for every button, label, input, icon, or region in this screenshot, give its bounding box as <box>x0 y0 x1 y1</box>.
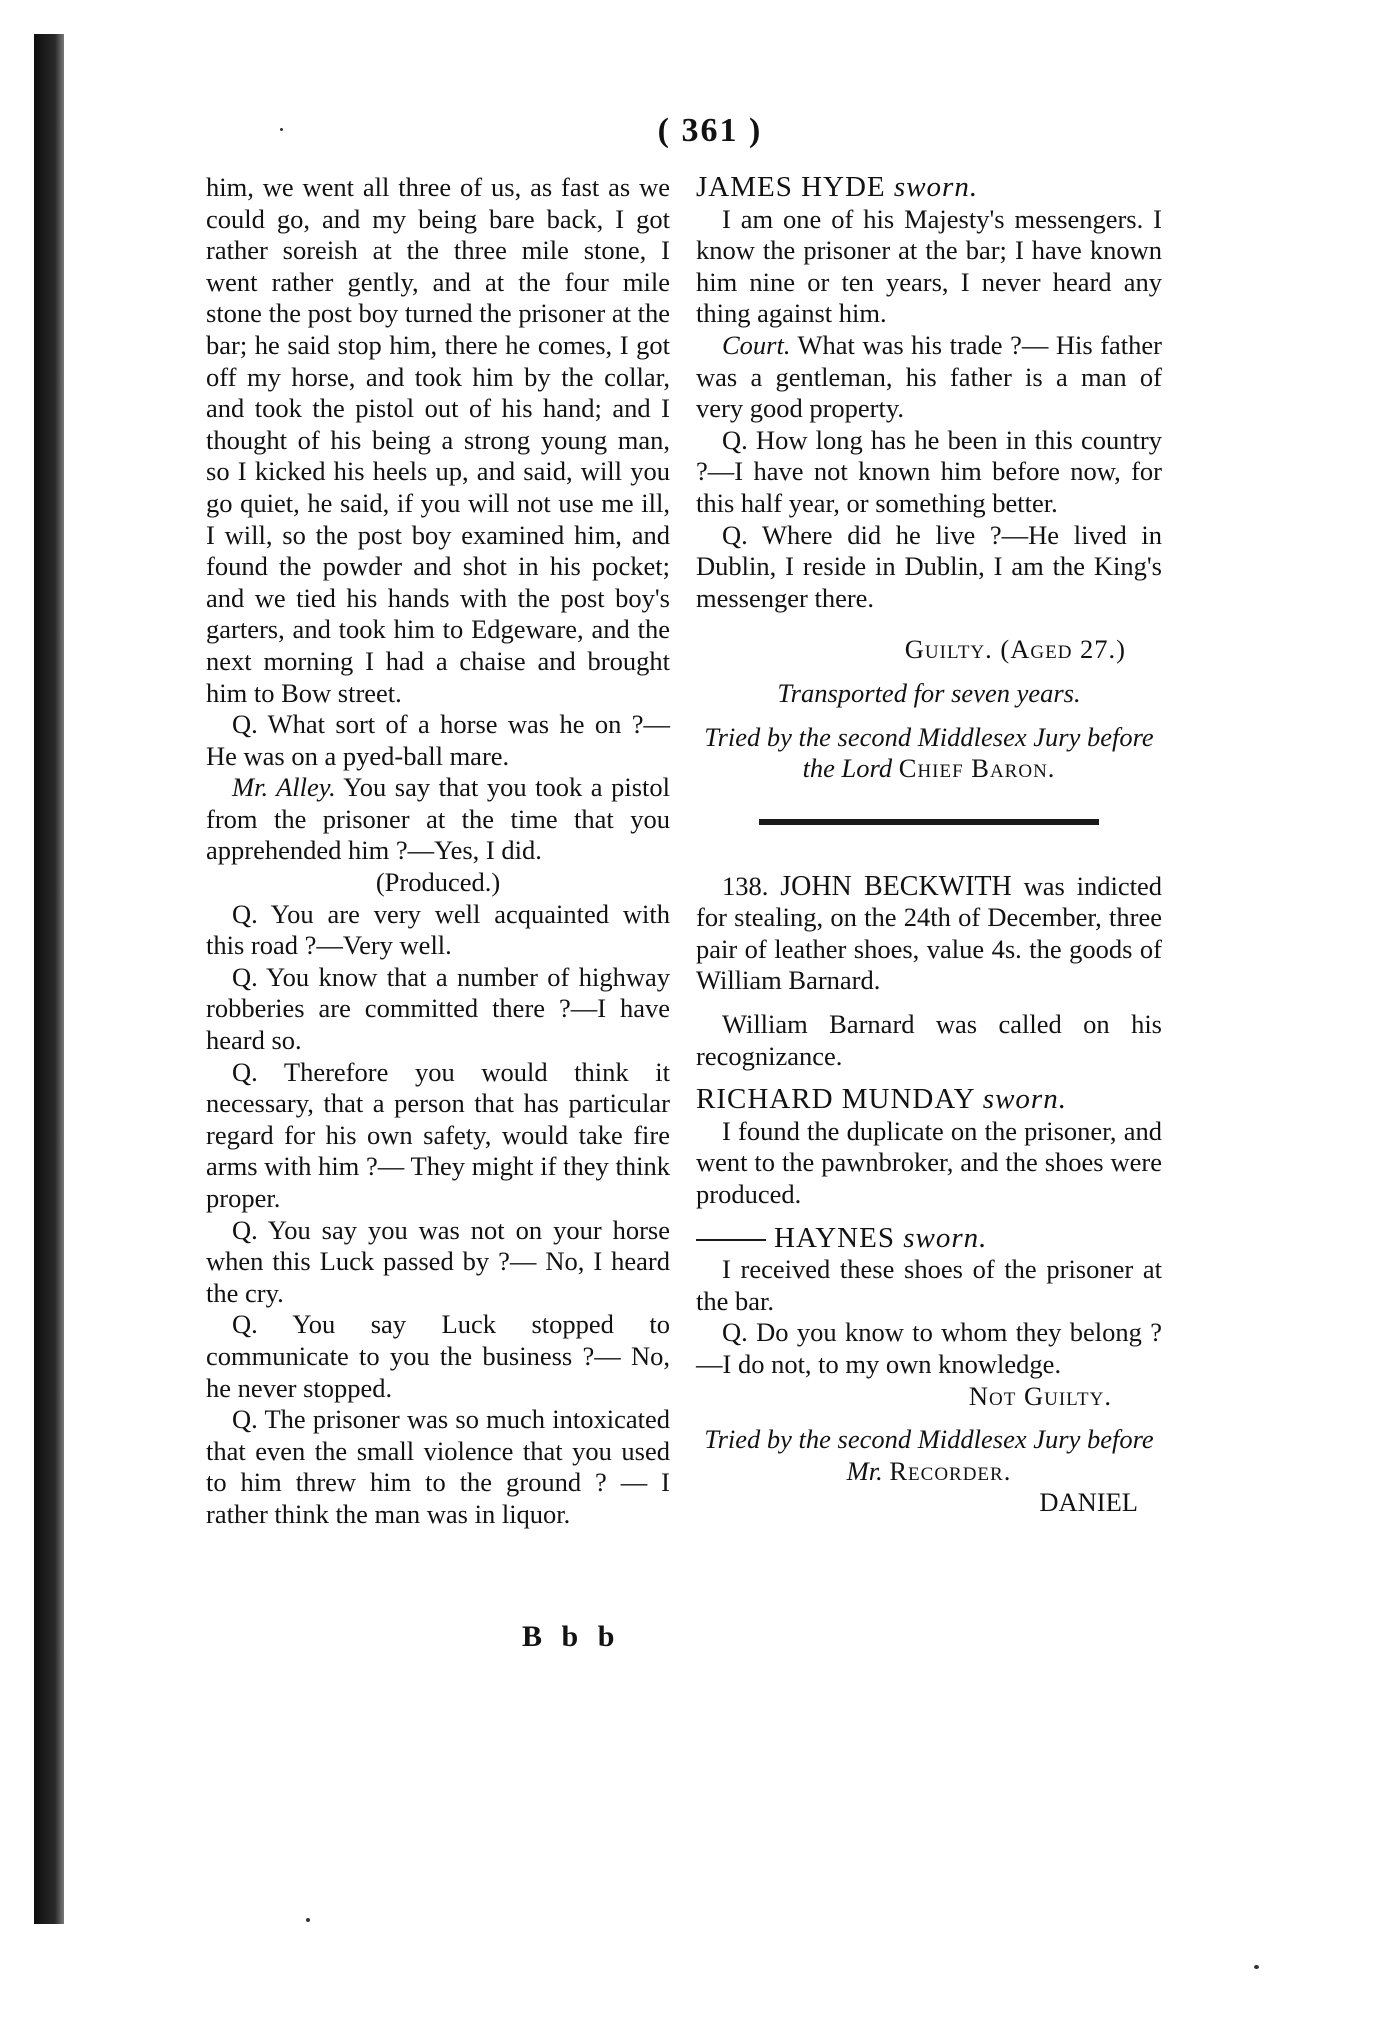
testimony-paragraph: I am one of his Majesty's messengers. I know the prisoner at the bar; I have known him nine or ten years, I never heard any thing against him. <box>696 203 1162 329</box>
indictment-paragraph <box>696 871 1162 997</box>
question-paragraph: Q. You say you was not on your horse when this Luck passed by ?— No, I heard the cry. <box>206 1214 670 1308</box>
witness-name: JAMES HYDE <box>696 171 886 203</box>
question-paragraph: Q. The prisoner was so much intoxicated that even the small violence that you used to him threw him to the ground ? — I rather think the man was in liquor. <box>206 1404 670 1529</box>
sworn-label: sworn. <box>893 171 979 203</box>
dash-rule <box>696 1239 766 1241</box>
question-paragraph: Q. Therefore you would think it necessary, that a person that has particular regard for his own safety, would take fire arms with him ?— They might if they think proper. <box>206 1056 670 1213</box>
witness-heading <box>696 1223 1162 1255</box>
spacer <box>696 710 1162 722</box>
defendant-name: JOHN BECKWITH <box>780 870 1012 902</box>
tried-by-line: Tried by the second Middlesex Jury before <box>704 721 1154 752</box>
question-paragraph: Q. Do you know to whom they belong ?—I do not, to my own knowledge. <box>696 1317 1162 1379</box>
catchword: DANIEL <box>1039 1487 1138 1518</box>
witness-name: HAYNES <box>774 1221 895 1254</box>
question-paragraph: Q. You say Luck stopped to communicate to you the business ?— No, he never stopped. <box>206 1309 670 1403</box>
speaker-label: Mr. Alley. <box>232 772 336 803</box>
spacer <box>696 997 1162 1009</box>
tried-by-judge <box>696 1456 1162 1488</box>
tried-by-prefix: Mr. <box>846 1455 883 1486</box>
tried-by-judge <box>696 753 1162 785</box>
witness-heading <box>696 1084 1162 1116</box>
court-question-text: What was his trade ?— His father was a gentleman, his father is a man of very good property. <box>696 329 1162 424</box>
tried-by-prefix: the Lord <box>802 753 893 784</box>
question-paragraph: Q. What sort of a horse was he on ?— He was on a pyed-ball mare. <box>206 709 670 771</box>
sworn-label: sworn. <box>982 1083 1067 1116</box>
case-number: 138. <box>722 870 769 901</box>
court-question-paragraph <box>696 330 1162 425</box>
question-paragraph: Q. Where did he live ?—He lived in Dublin, I reside in Dublin, I am the King's messenger there. <box>696 519 1162 613</box>
section-divider <box>759 819 1099 825</box>
tried-by-line: Tried by the second Middlesex Jury before <box>704 1424 1154 1455</box>
question-paragraph: Q. You know that a number of highway robberies are committed there ?—I have heard so. <box>206 961 670 1056</box>
speaker-label: Court. <box>722 329 791 360</box>
witness-name: RICHARD MUNDAY <box>696 1083 975 1116</box>
question-paragraph: Q. How long has he been in this country ?—I have not known him before now, for this half year, or something better. <box>696 424 1162 518</box>
spacer <box>696 666 1162 678</box>
verdict: Guilty. (Aged 27.) <box>904 634 1126 665</box>
left-column <box>206 172 670 1531</box>
testimony-paragraph: I found the duplicate on the prisoner, and went to the pawnbroker, and the shoes were produced. <box>696 1115 1162 1210</box>
paper-speck <box>280 128 283 131</box>
page-number: ( 361 ) <box>657 112 763 149</box>
judge-title: Chief Baron. <box>898 753 1056 784</box>
testimony-paragraph: him, we went all three of us, as fast as we could go, and my being bare back, I got rather soreish at the three mile stone, I went rather gently, and at the four mile stone the post boy turned the prisoner at the bar; he said stop him, there he comes, I got off my horse, and took him by the collar, and took the pistol out of his hand; and I thought of his being a strong young man, so I kicked his heels up, and said, will you go quiet, he said, if you will not use me ill, I will, so the post boy examined him, and found the powder and shot in his pocket; and we tied his hands with the post boy's garters, and took him to Edgeware, and the next morning I had a chaise and brought him to Bow street. <box>206 172 670 708</box>
spacer <box>696 614 1162 634</box>
judge-title: Recorder. <box>889 1455 1012 1486</box>
spacer <box>696 1412 1162 1424</box>
sworn-label: sworn. <box>903 1221 988 1254</box>
signature-mark: B b b <box>522 1620 621 1653</box>
sentence: Transported for seven years. <box>777 677 1081 708</box>
witness-heading <box>696 172 1162 204</box>
produced-note: (Produced.) <box>375 867 501 898</box>
paper-speck <box>1254 1965 1259 1969</box>
question-paragraph: Q. You are very well acquainted with this road ?—Very well. <box>206 898 670 961</box>
right-column <box>696 172 1162 1519</box>
verdict: Not Guilty. <box>968 1380 1112 1411</box>
indictment-text: was indicted for stealing, on the 24th of December, three pair of leather shoes, value 4s. the goods of William Barnard. <box>696 870 1163 996</box>
recognizance-paragraph: William Barnard was called on his recognizance. <box>696 1009 1162 1071</box>
paper-speck <box>306 1918 310 1922</box>
book-spine-shadow <box>34 34 64 1924</box>
cross-examination-text: You say that you took a pistol from the prisoner at the time that you apprehended him ?—Yes, I did. <box>206 772 670 866</box>
cross-examination-paragraph <box>206 772 670 867</box>
testimony-paragraph: I received these shoes of the prisoner at the bar. <box>696 1254 1162 1316</box>
